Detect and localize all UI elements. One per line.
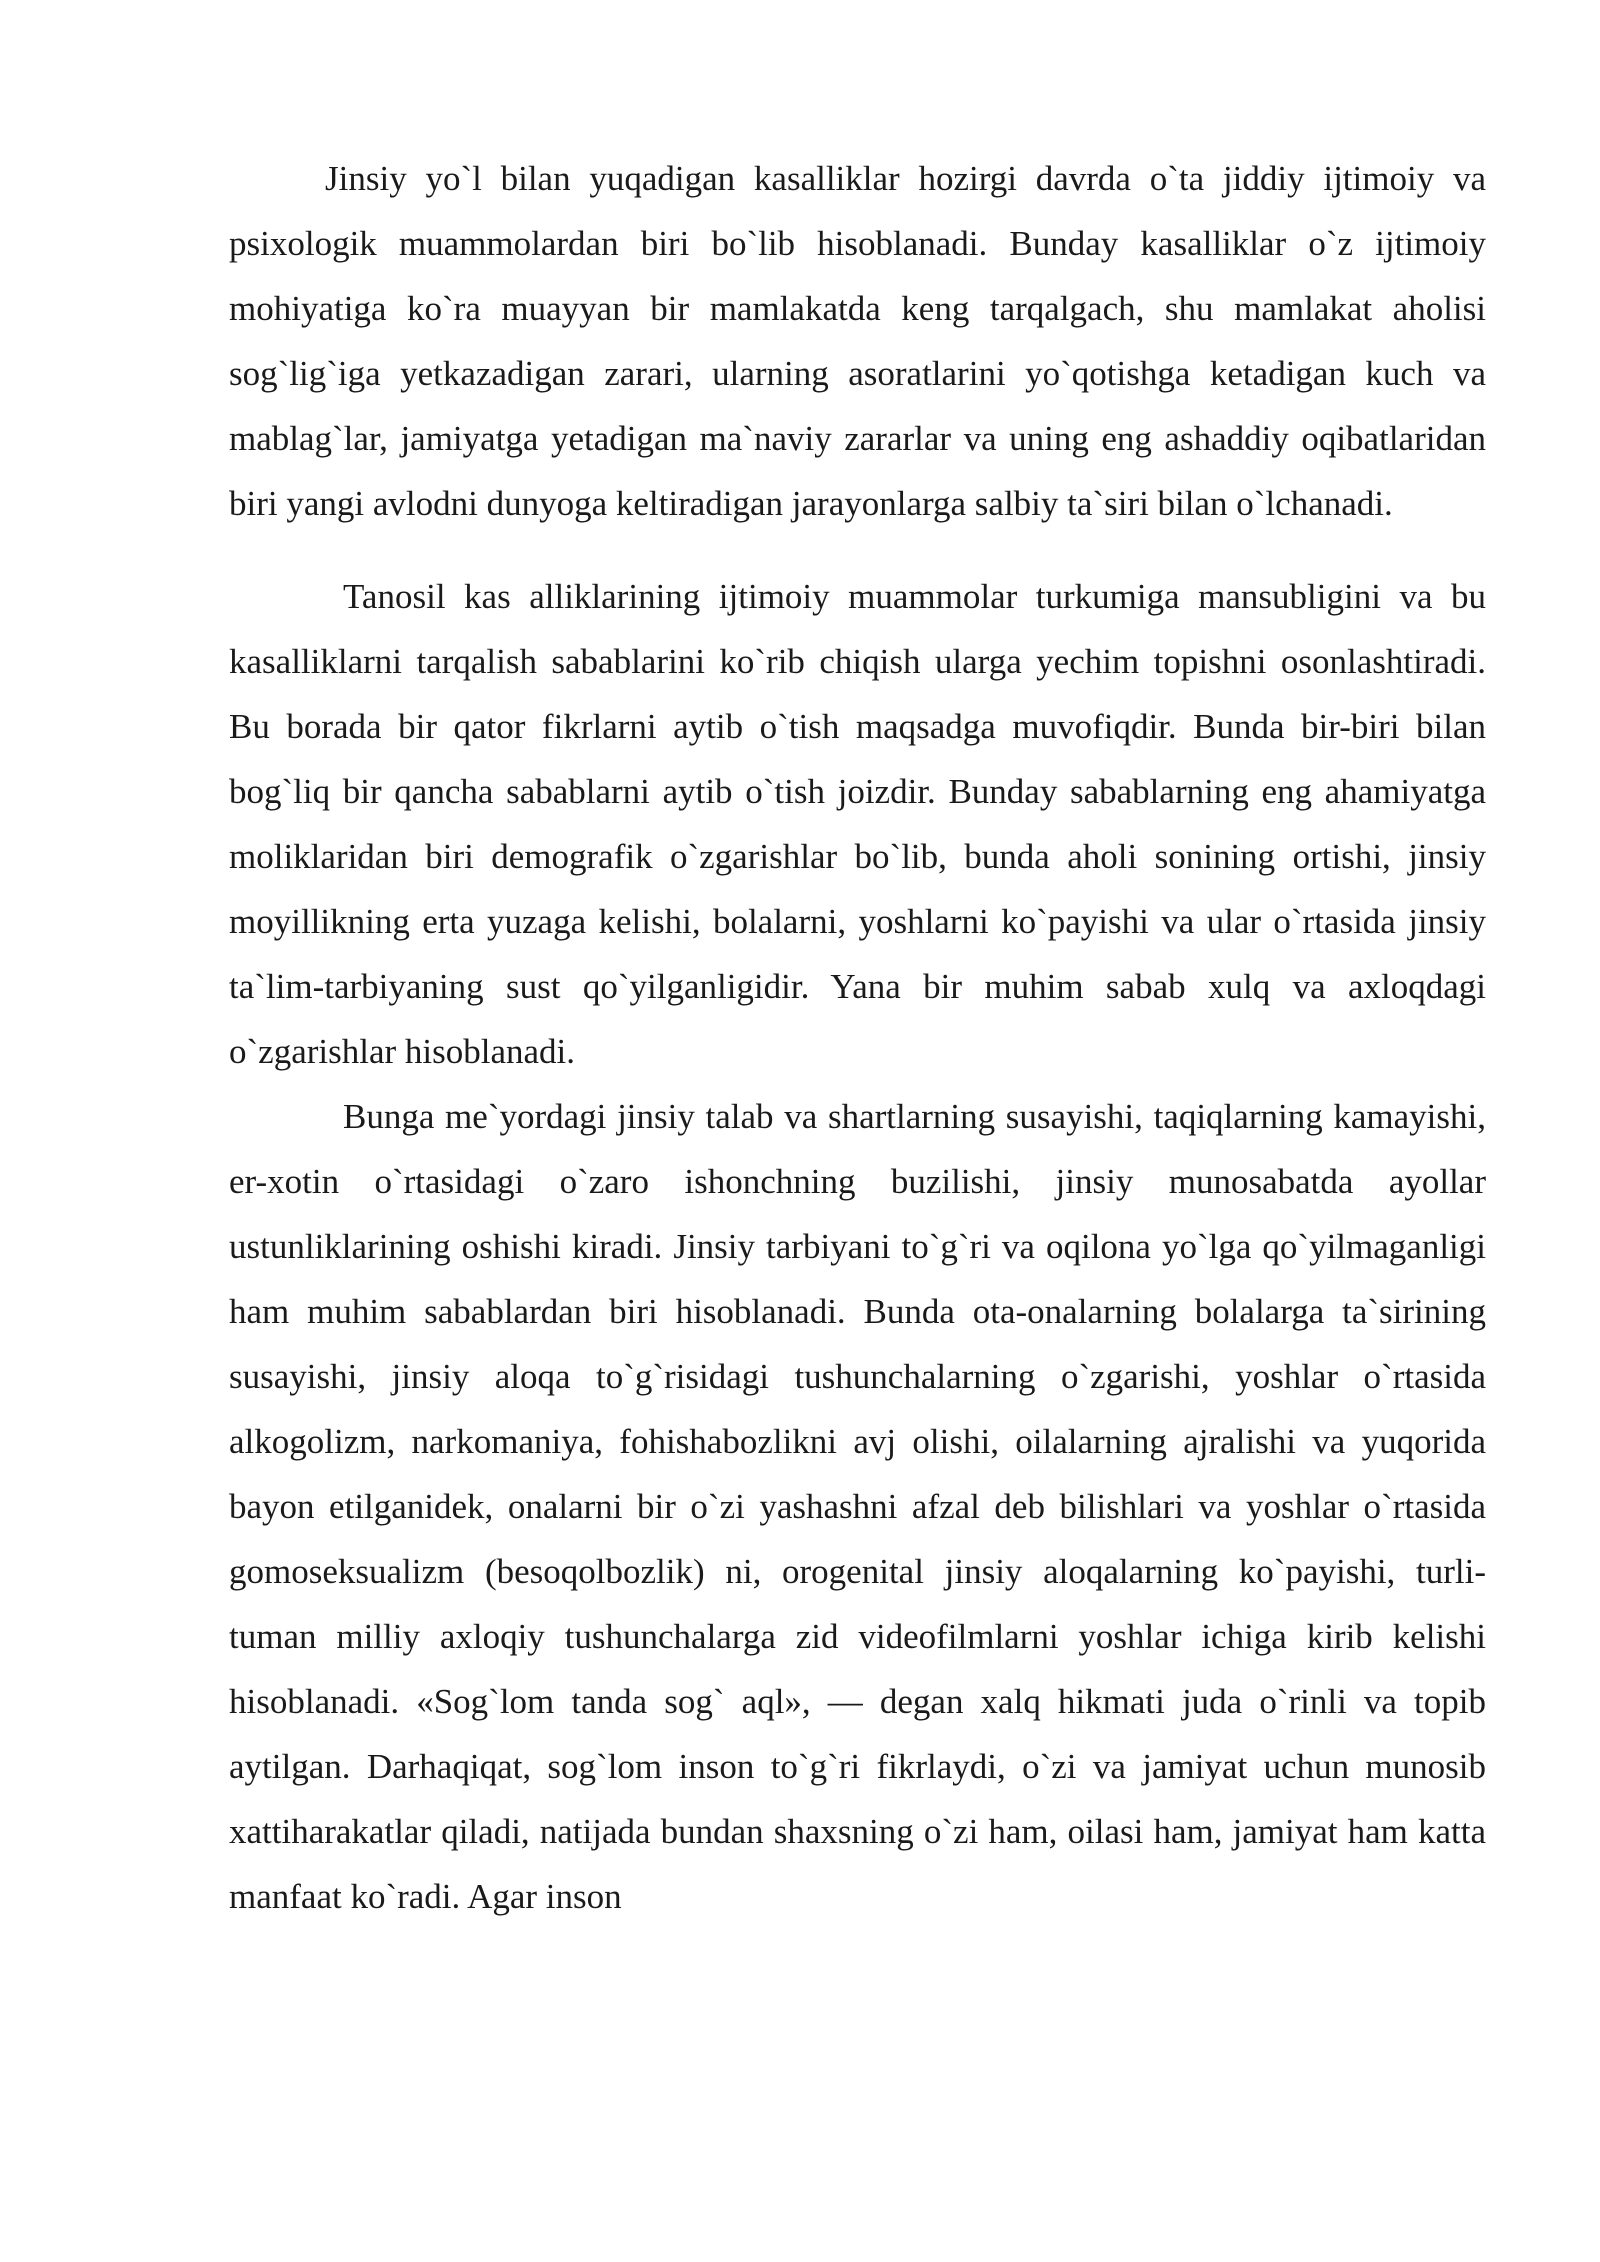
paragraph-3: Bunga me`yordagi jinsiy talab va shartlarning susayishi, taqiqlarning kamayishi, er-xotin o`rtasidagi o`zaro ishonchning buzilishi, jinsiy munosabatda ayollar ustunliklarining oshishi kiradi. Jinsiy tarbiyani to`g`ri va oqilona yo`lga qo`yilmaganligi ham muhim sabablardan biri hisoblanadi. Bunda ota-onalarning bolalarga ta`sirining susayishi, jinsiy aloqa to`g`risidagi tushunchalarning o`zgarishi, yoshlar o`rtasida alkogolizm, narkomaniya, fohishabozlikni avj olishi, oilalarning ajralishi va yuqorida bayon etilganidek, onalarni bir o`zi yashashni afzal deb bilishlari va yoshlar o`rtasida gomoseksualizm (besoqolbozlik) ni, orogenital jinsiy aloqalarning ko`payishi, turli-tuman milliy axloqiy tushunchalarga zid videofilmlarni yoshlar ichiga kirib kelishi hisoblanadi. «Sog`lom tanda sog` aql», — degan xalq hikmati juda o`rinli va topib aytilgan. Darhaqiqat, sog`lom inson to`g`ri fikrlaydi, o`zi va jamiyat uchun munosib xattiharakatlar qiladi, natijada bundan shaxsning o`zi ham, oilasi ham, jamiyat ham katta manfaat ko`radi. Agar inson [229,1097,1486,1916]
paragraph-2: Tanosil kas alliklarining ijtimoiy muammolar turkumiga mansubligini va bu kasalliklarni tarqalish sabablarini ko`rib chiqish ularga yechim topishni osonlashtiradi. Bu borada bir qator fikrlarni aytib o`tish maqsadga muvofiqdir. Bunda bir-biri bilan bog`liq bir qancha sabablarni aytib o`tish joizdir. Bunday sabablarning eng ahamiyatga moliklaridan biri demografik o`zgarishlar bo`lib, bunda aholi sonining ortishi, jinsiy moyillikning erta yuzaga kelishi, bolalarni, yoshlarni ko`payishi va ular o`rtasida jinsiy ta`lim-tarbiyaning sust qo`yilganligidir. Yana bir muhim sabab xulq va axloqdagi o`zgarishlar hisoblanadi. [229,577,1486,1071]
paragraph-1: Jinsiy yo`l bilan yuqadigan kasalliklar hozirgi davrda o`ta jiddiy ijtimoiy va psixologik muammolardan biri bo`lib hisoblanadi. Bunday kasalliklar o`z ijtimoiy mohiyatiga ko`ra muayyan bir mamlakatda keng tarqalgach, shu mamlakat aholisi sog`lig`iga yetkazadigan zarari, ularning asoratlarini yo`qotishga ketadigan kuch va mablag`lar, jamiyatga yetadigan ma`naviy zararlar va uning eng ashaddiy oqibatlaridan biri yangi avlodni dunyoga keltiradigan jarayonlarga salbiy ta`siri bilan o`lchanadi. [229,159,1486,523]
document-body [229,146,1486,1929]
